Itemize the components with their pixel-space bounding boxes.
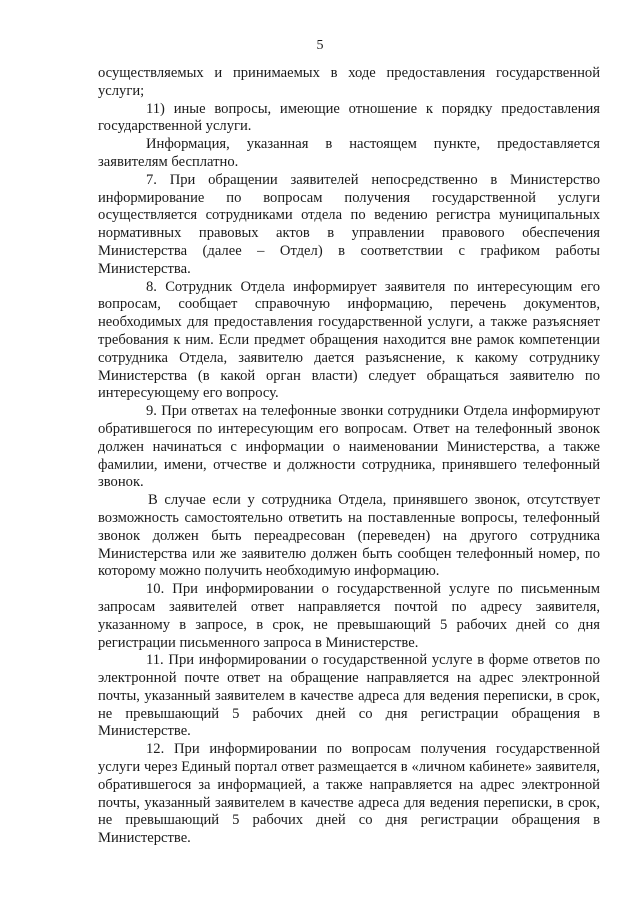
paragraph-10: 10. При информировании о государственной услуге по письменным запросам заявителей ответ направляется почтой по адресу заявителя, указанному в запросе, в срок, не превышающий 5 рабочих дней со дня регистрации письменного запроса в Министерстве.	[98, 581, 600, 651]
paragraph-9: 9. При ответах на телефонные звонки сотрудники Отдела информируют обратившегося по интересующим его вопросам. Ответ на телефонный звонок должен начинаться с информации о наименовании Министерства, а также фамилии, имени, отчестве и должности сотрудника, принявшего телефонный звонок.	[98, 403, 600, 491]
paragraph-8: 8. Сотрудник Отдела информирует заявителя по интересующим его вопросам, сообщает справочную информацию, перечень документов, необходимых для предоставления государственной услуги, а также разъясняет требования к ним. Если предмет обращения находится вне рамок компетенции сотрудника Отдела, заявителю дается разъяснение, к какому сотруднику Министерства (в какой орган власти) следует обращаться заявителю по интересующему его вопросу.	[98, 278, 600, 402]
paragraph-continuation: осуществляемых и принимаемых в ходе предоставления государственной услуги;	[98, 65, 600, 99]
paragraph-7: 7. При обращении заявителей непосредственно в Министерство информирование по вопросам получения государственной услуги осуществляется сотрудниками отдела по ведению регистра муниципальных нормативных правовых актов в управлении правового обеспечения Министерства (далее – Отдел) в соответствии с графиком работы Министерства.	[98, 171, 600, 277]
paragraph-9-continuation: В случае если у сотрудника Отдела, принявшего звонок, отсутствует возможность самостоятельно ответить на поставленные вопросы, телефонный звонок должен быть переадресован (переведен) на другого сотрудника Министерства или же заявителю должен быть сообщен телефонный номер, по которому можно получить необходимую информацию.	[98, 492, 600, 580]
paragraph-item-11: 11) иные вопросы, имеющие отношение к порядку предоставления государственной услуги.	[98, 100, 600, 135]
paragraph-12: 12. При информировании по вопросам получения государственной услуги через Единый портал ответ размещается в «личном кабинете» заявителя, обратившегося за информацией, а также направляется на адрес электронной почты, указанный заявителем в качестве адреса для ведения переписки, в срок, не превышающий 5 рабочих дней со дня регистрации обращения в Министерстве.	[98, 741, 600, 847]
page-number: 5	[316, 38, 324, 53]
paragraph-11: 11. При информировании о государственной услуге в форме ответов по электронной почте ответ на обращение направляется на адрес электронной почты, указанный заявителем в качестве адреса для ведения переписки, в срок, не превышающий 5 рабочих дней со дня регистрации обращения в Министерстве.	[98, 652, 600, 740]
paragraph-info-free: Информация, указанная в настоящем пункте, предоставляется заявителям бесплатно.	[98, 136, 600, 170]
document-body	[98, 65, 600, 848]
